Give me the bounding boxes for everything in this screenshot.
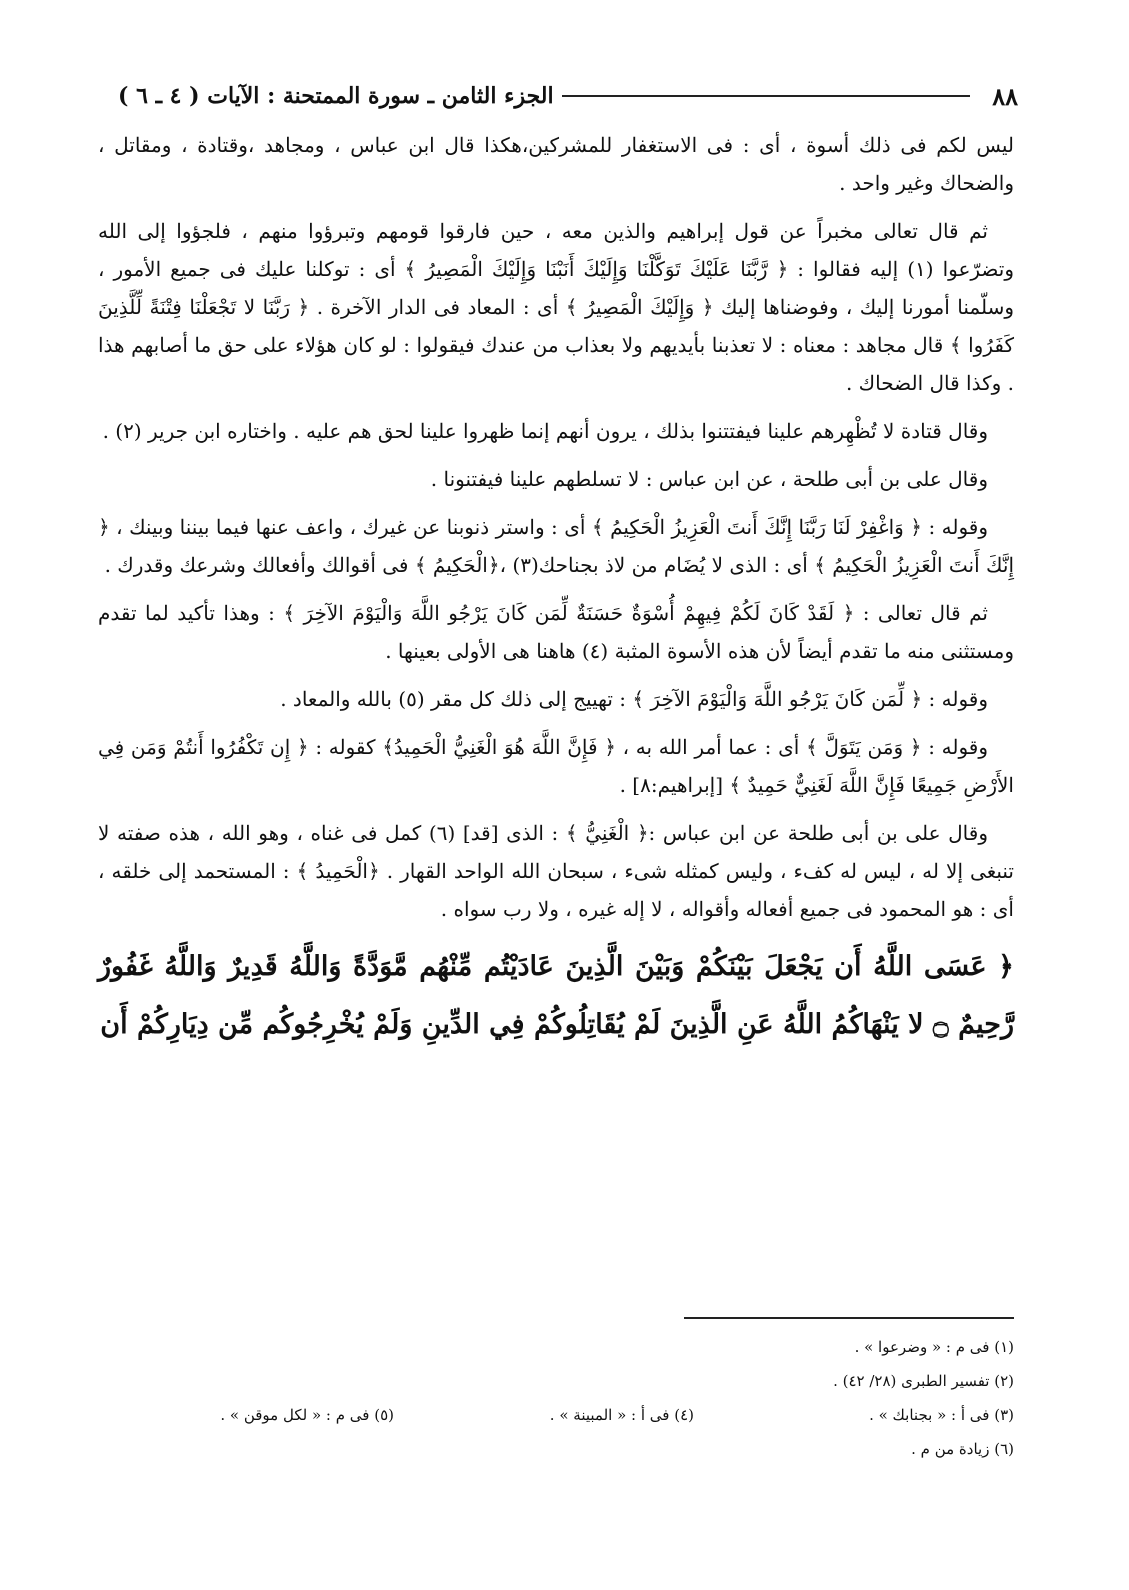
paragraph-2: ثم قال تعالى مخبراً عن قول إبراهيم والذين معه ، حين فارقوا قومهم وتبرؤوا منهم ، فلجؤوا إلى الله وتضرّعوا (١) إليه فقالوا : ﴿ رَّبَّنَا عَلَيْكَ تَوَكَّلْنَا وَإِلَيْكَ أَنَبْنَا وَإِلَيْكَ الْمَصِيرُ ﴾ أى : توكلنا عليك فى جميع الأمور ، وسلّمنا أمورنا إليك ، وفوضناها إليك ﴿ وَإِلَيْكَ الْمَصِيرُ ﴾ أى : المعاد فى الدار الآخرة . ﴿ رَبَّنَا لا تَجْعَلْنَا فِتْنَةً لِّلَّذِينَ كَفَرُوا ﴾ قال مجاهد : معناه : لا تعذبنا بأيديهم ولا بعذاب من عندك فيقولوا : لو كان هؤلاء على حق ما أصابهم هذا . وكذا قال الضحاك . [98,219,1014,395]
footnote-row [98,1364,1014,1398]
footnote-1: (١) فى م : « وضرعوا » . [854,1338,1014,1356]
footnote-2: (٢) تفسير الطبرى (٢٨/ ٤٢) . [833,1372,1014,1390]
footnote-4: (٤) فى أ : « المبينة » . [549,1406,694,1424]
paragraph-1: ليس لكم فى ذلك أسوة ، أى : فى الاستغفار للمشركين،هكذا قال ابن عباس ، ومجاهد ،وقتادة ، ومقاتل ، والضحاك وغير واحد . [98,133,1014,195]
header-rule [562,95,971,97]
footnote-6: (٦) زيادة من م . [911,1440,1014,1458]
footnotes [98,1330,1014,1466]
footnote-row [98,1398,1014,1432]
footnote-3: (٣) فى أ : « بجنابك » . [869,1406,1014,1424]
paragraph-5: وقوله : ﴿ وَاغْفِرْ لَنَا رَبَّنَا إِنَّكَ أَنتَ الْعَزِيزُ الْحَكِيمُ ﴾ أى : واستر ذنوبنا عن غيرك ، واعف عنها فيما بيننا وبينك ، ﴿ إِنَّكَ أَنتَ الْعَزِيزُ الْحَكِيمُ ﴾ أى : الذى لا يُضَام من لاذ بجناحك(٣) ،﴿الْحَكِيمُ ﴾ فى أقوالك وأفعالك وشرعك وقدرك . [98,515,1014,577]
quran-verse-block: ﴿ عَسَى اللَّهُ أَن يَجْعَلَ بَيْنَكُمْ وَبَيْنَ الَّذِينَ عَادَيْتُم مِّنْهُم مَّوَدَّةً وَاللَّهُ قَدِيرٌ وَاللَّهُ غَفُورٌ رَّحِيمٌ ۝ لا يَنْهَاكُمُ اللَّهُ عَنِ الَّذِينَ لَمْ يُقَاتِلُوكُمْ فِي الدِّينِ وَلَمْ يُخْرِجُوكُم مِّن دِيَارِكُمْ أَن [98,951,1014,1040]
footnote-row [98,1432,1014,1466]
paragraph-9: وقال على بن أبى طلحة عن ابن عباس :﴿ الْغَنِيُّ ﴾ : الذى [قد] (٦) كمل فى غناه ، وهو الله ، هذه صفته لا تنبغى إلا له ، ليس له كفء ، وليس كمثله شىء ، سبحان الله الواحد القهار . ﴿الْحَمِيدُ ﴾ : المستحمد إلى خلقه ، أى : هو المحمود فى جميع أفعاله وأقواله ، لا إله غيره ، ولا رب سواه . [98,821,1014,921]
footnote-5: (٥) فى م : « لكل موقن » . [220,1406,394,1424]
footnote-row [98,1330,1014,1364]
page-number: ٨٨ [992,81,1018,111]
paragraph-3: وقال قتادة لا تُظْهِرهم علينا فيفتتنوا بذلك ، يرون أنهم إنما ظهروا علينا لحق هم عليه . واختاره ابن جرير (٢) . [102,419,988,443]
paragraph-4: وقال على بن أبى طلحة ، عن ابن عباس : لا تسلطهم علينا فيفتنونا . [430,467,988,491]
running-header [118,76,1018,116]
paragraph-6: ثم قال تعالى : ﴿ لَقَدْ كَانَ لَكُمْ فِيهِمْ أُسْوَةٌ حَسَنَةٌ لِّمَن كَانَ يَرْجُو اللَّهَ وَالْيَوْمَ الآخِرَ ﴾ : وهذا تأكيد لما تقدم ومستثنى منه ما تقدم أيضاً لأن هذه الأسوة المثبة (٤) هاهنا هى الأولى بعينها . [98,601,1014,663]
header-title: الجزء الثامن ـ سورة الممتحنة : الآيات ( ٤ ـ ٦ ) [118,83,554,109]
paragraph-7: وقوله : ﴿ لِّمَن كَانَ يَرْجُو اللَّهَ وَالْيَوْمَ الآخِرَ ﴾ : تهييج إلى ذلك كل مقر (٥) بالله والمعاد . [280,687,988,711]
main-text [98,126,1014,1064]
paragraph-8: وقوله : ﴿ وَمَن يَتَوَلَّ ﴾ أى : عما أمر الله به ، ﴿ فَإِنَّ اللَّهَ هُوَ الْغَنِيُّ الْحَمِيدُ﴾ كقوله : ﴿ إِن تَكْفُرُوا أَنتُمْ وَمَن فِي الأَرْضِ جَمِيعًا فَإِنَّ اللَّهَ لَغَنِيٌّ حَمِيدٌ ﴾ [إبراهيم:٨] . [98,735,1014,797]
footnote-rule [684,1317,1014,1319]
